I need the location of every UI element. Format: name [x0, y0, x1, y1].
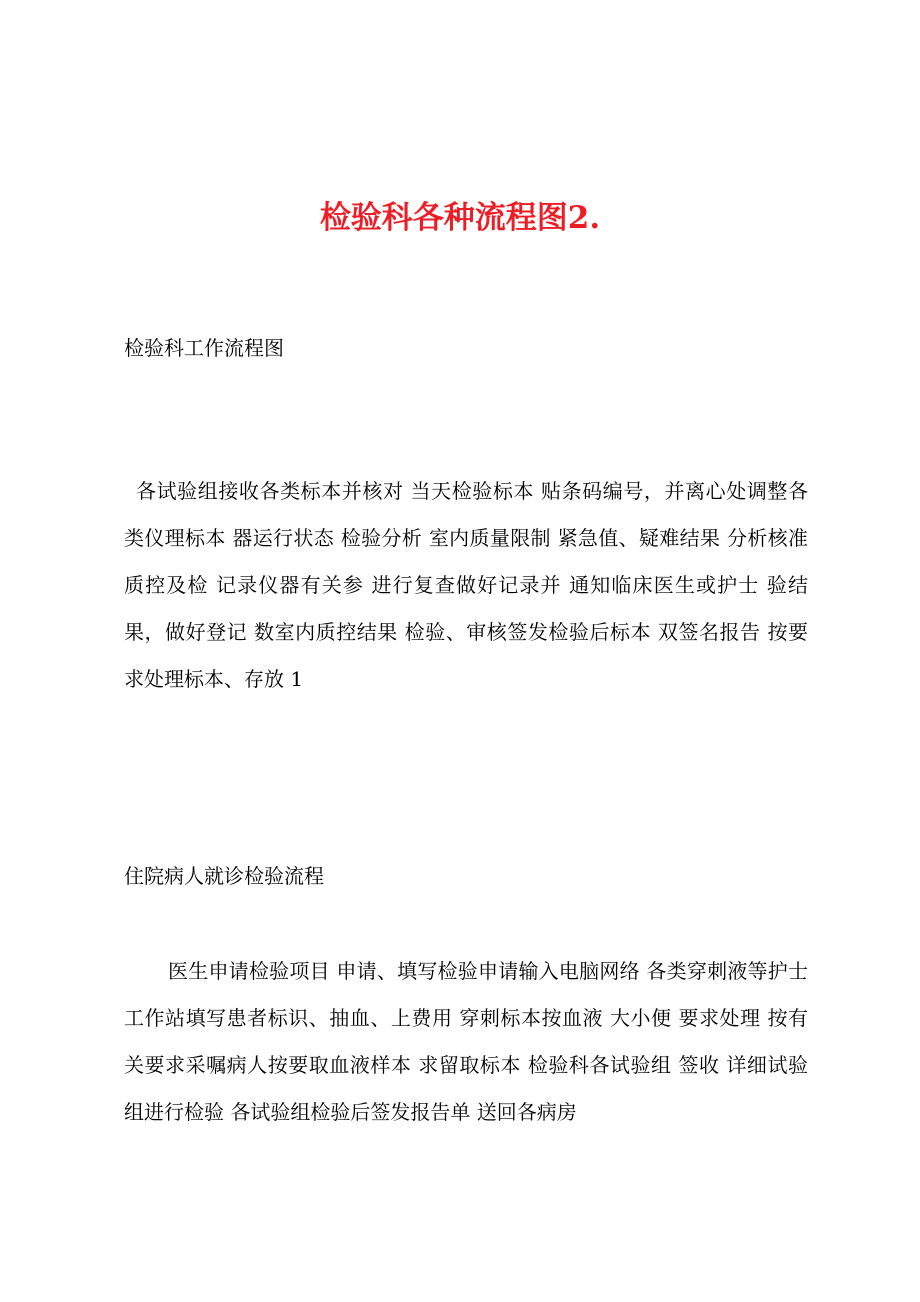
section-heading-inpatient-workflow: 住院病人就诊检验流程 [124, 864, 324, 888]
section-body-lab-workflow: 各试验组接收各类标本并核对 当天检验标本 贴条码编号，并离心处调整各类仪理标本 器运行状态 检验分析 室内质量限制 紧急值、疑难结果 分析核准质控及检 记录仪器有关参 进行复查做好记录并 通知临床医生或护士 验结果，做好登记 数室内质控结果 检验、审核签发检验后标本 双签名报告 按要求处理标本、存放 1 [124, 479, 808, 691]
section-heading-lab-workflow: 检验科工作流程图 [124, 336, 284, 360]
document-title: 检验科各种流程图2. [319, 200, 601, 236]
section-body-inpatient-workflow: 医生申请检验项目 申请、填写检验申请输入电脑网络 各类穿刺液等护士工作站填写患者标识、抽血、上费用 穿刺标本按血液 大小便 要求处理 按有关要求采嘱病人按要取血液样本 求留取标本 检验科各试验组 签收 详细试验组进行检验 各试验组检验后签发报告单 送回各病房 [124, 959, 808, 1124]
